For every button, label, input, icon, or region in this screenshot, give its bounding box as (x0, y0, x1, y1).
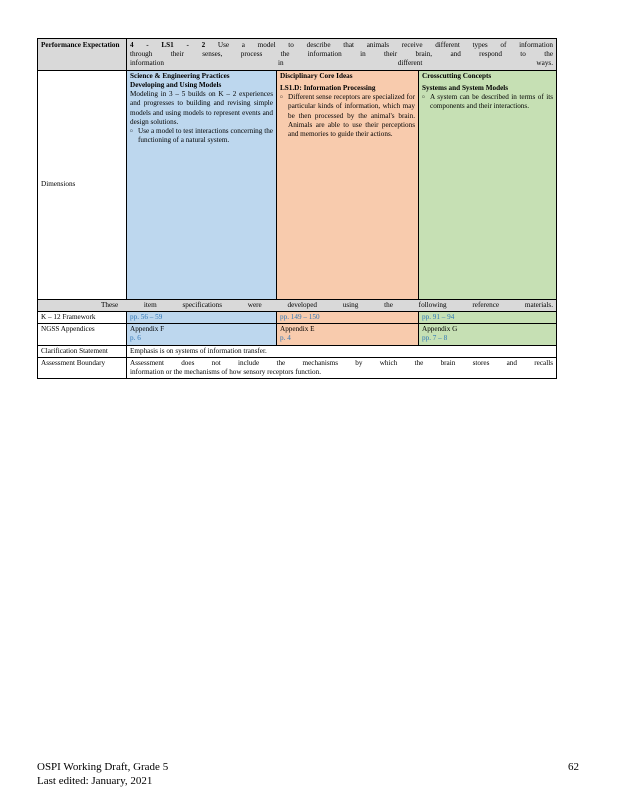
reference-banner (38, 299, 557, 311)
ngss-crosscutting-pages[interactable]: pp. 7 – 8 (422, 334, 448, 343)
assessment-boundary-row (38, 357, 557, 378)
item-specification-table (37, 38, 557, 379)
core-ideas-bullet (280, 93, 415, 139)
ngss-appendices-label: NGSS Appendices (38, 324, 127, 345)
ngss-practices-cell (127, 324, 277, 345)
clarification-text: Emphasis is on systems of information transfer. (127, 345, 557, 357)
crosscutting-bullet (422, 93, 553, 111)
ngss-core-ideas-cell (277, 324, 419, 345)
assessment-boundary-label: Assessment Boundary (38, 357, 127, 378)
ngss-practices-title: Appendix F (130, 325, 165, 334)
crosscutting-cell (419, 70, 557, 299)
performance-expectation-line3: information in different ways. (130, 59, 554, 68)
assessment-boundary-line2: information or the mechanisms of how sensory receptors function. (130, 367, 322, 376)
performance-expectation-row (38, 39, 557, 71)
practices-bullet (130, 127, 273, 145)
k12-practices-pages[interactable]: pp. 56 – 59 (127, 311, 277, 323)
bullet-icon: ▫ (280, 93, 283, 102)
performance-expectation-line2: through their senses, process the information in their brain, and respond to the (130, 50, 554, 59)
footer-draft-label: OSPI Working Draft, Grade 5 (37, 761, 169, 773)
practices-title: Science & Engineering Practices (130, 71, 230, 80)
practices-cell (127, 70, 277, 299)
ngss-core-ideas-pages[interactable]: p. 4 (280, 334, 291, 343)
core-ideas-body: Different sense receptors are specialized for particular kinds of information, which may be then processed by the animal's brain. Animals are able to use their perceptions and memories to guide their actions. (288, 93, 415, 138)
assessment-boundary-text (127, 357, 557, 378)
k12-framework-row (38, 311, 557, 323)
practices-subtitle: Developing and Using Models (130, 80, 222, 89)
ngss-appendices-row (38, 324, 557, 345)
core-ideas-cell (277, 70, 419, 299)
dimensions-row (38, 70, 557, 299)
performance-expectation-text (127, 39, 557, 71)
core-ideas-title: Disciplinary Core Ideas (280, 71, 353, 80)
performance-expectation-code: 4 - LS1 - 2 (130, 41, 206, 49)
k12-framework-label: K – 12 Framework (38, 311, 127, 323)
practices-body: Modeling in 3 – 5 builds on K – 2 experiences and progresses to building and revising simple models and using models to represent events and design solutions. (130, 90, 273, 126)
performance-expectation-line1: Use a model to describe that animals receive different types of information (217, 41, 554, 49)
ngss-crosscutting-title: Appendix G (422, 325, 458, 334)
footer-last-edited: Last edited: January, 2021 (37, 774, 153, 787)
ngss-core-ideas-title: Appendix E (280, 325, 315, 334)
practices-bullet-text: Use a model to test interactions concerning the functioning of a natural system. (138, 126, 273, 145)
reference-banner-row (38, 299, 557, 311)
assessment-boundary-line1: Assessment does not include the mechanisms by which the brain stores and recalls (130, 358, 554, 367)
clarification-label: Clarification Statement (38, 345, 127, 357)
ngss-practices-pages[interactable]: p. 6 (130, 334, 141, 343)
k12-crosscutting-pages[interactable]: pp. 91 – 94 (419, 311, 557, 323)
crosscutting-title: Crosscutting Concepts (422, 71, 492, 80)
footer (37, 761, 168, 789)
bullet-icon: ▫ (130, 126, 133, 135)
core-ideas-subtitle: LS1.D: Information Processing (280, 83, 376, 92)
clarification-row (38, 345, 557, 357)
dimensions-label: Dimensions (38, 70, 127, 299)
crosscutting-subtitle: Systems and System Models (422, 83, 509, 92)
page-number: 62 (568, 761, 579, 773)
reference-banner-text: These item specifications were developed using the following reference materials. (101, 300, 554, 309)
performance-expectation-label: Performance Expectation (38, 39, 127, 71)
ngss-crosscutting-cell (419, 324, 557, 345)
bullet-icon: ▫ (422, 93, 425, 102)
crosscutting-body: A system can be described in terms of its components and their interactions. (430, 93, 554, 111)
k12-core-ideas-pages[interactable]: pp. 149 – 150 (277, 311, 419, 323)
